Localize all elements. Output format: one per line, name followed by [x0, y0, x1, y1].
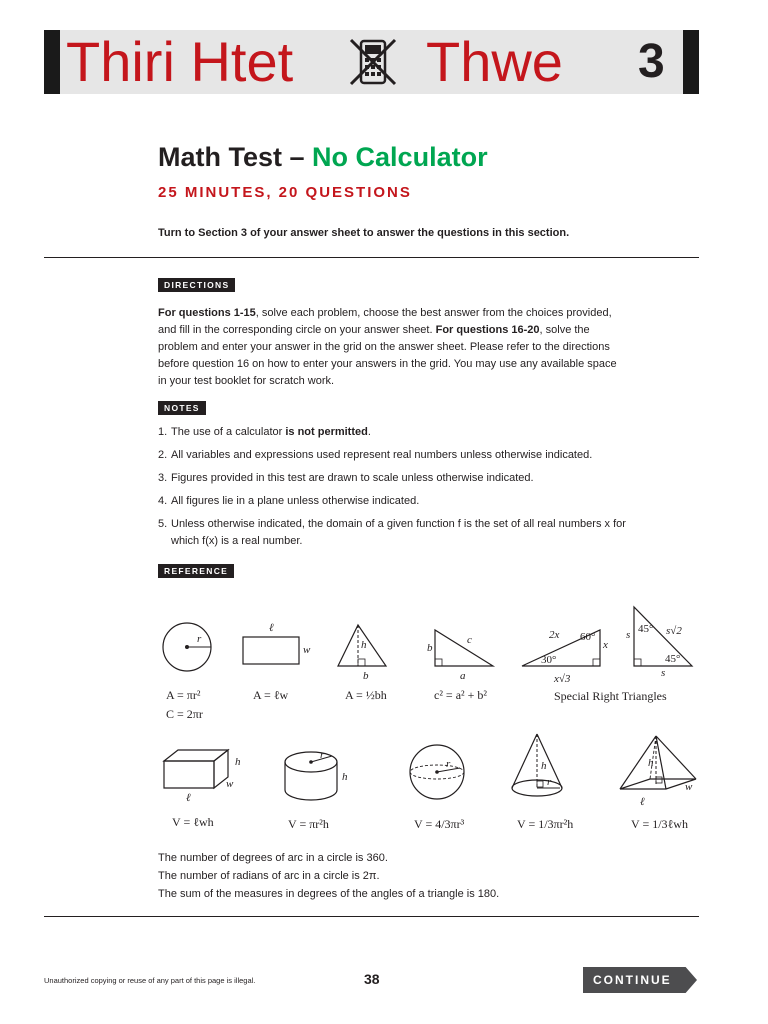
note-text: All figures lie in a plane unless otherwise indicated.	[171, 495, 420, 507]
pyramid-l-label: ℓ	[640, 796, 645, 808]
triangle-base-label: b	[363, 670, 369, 682]
box-w-label: w	[226, 778, 234, 790]
reference-tag: REFERENCE	[158, 564, 234, 578]
directions-text	[158, 305, 628, 390]
rectangle-figure	[243, 622, 311, 664]
rect-width-label: w	[303, 644, 311, 656]
header-name-first: Thiri Htet	[66, 30, 294, 93]
no-calculator-icon	[345, 36, 401, 88]
cylinder-h-label: h	[342, 771, 348, 783]
pyramid-w-label: w	[685, 781, 693, 793]
circle-area-formula: A = πr²	[166, 688, 201, 702]
right-tri-c-label: c	[467, 634, 472, 646]
header-name-last: Thwe	[426, 30, 563, 93]
cone-volume-formula: V = 1/3πr²h	[517, 817, 574, 831]
reference-facts	[158, 849, 499, 903]
circle-radius-label: r	[197, 633, 202, 645]
directions-q2-text: , solve the problem and enter your answer in the grid on the answer sheet. Please refer to the directions before question 16 on how to enter your answers in the grid. You may use any available space in your test booklet for scratch work.	[158, 324, 617, 387]
note-text: Unless otherwise indicated, the domain of a given function f is the set of all real numbers x for which f(x) is a real number.	[171, 518, 626, 547]
header-right-bar	[683, 30, 699, 94]
rectangle-area-formula: A = ℓw	[253, 688, 289, 702]
notes-list	[158, 424, 638, 556]
page-number: 38	[364, 971, 380, 987]
directions-q1-text: , solve each problem, choose the best answer from the choices provided, and fill in the corresponding circle on your answer sheet.	[158, 307, 612, 336]
divider-top	[44, 257, 699, 258]
right-tri-a-label: a	[460, 670, 466, 682]
continue-label: CONTINUE	[593, 973, 672, 987]
sphere-r-label: r	[446, 758, 451, 770]
note-item	[158, 493, 638, 510]
pythagorean-formula: c² = a² + b²	[434, 688, 487, 702]
angle-45-top-label: 45°	[638, 623, 654, 635]
box-l-label: ℓ	[186, 792, 191, 804]
note-item	[158, 424, 638, 441]
angle-60-label: 60°	[580, 631, 596, 643]
right-triangle-figure	[427, 630, 493, 682]
answer-sheet-instruction: Turn to Section 3 of your answer sheet to answer the questions in this section.	[158, 227, 570, 239]
hyp-s-root2-label: s√2	[666, 625, 682, 637]
fact-degrees: The number of degrees of arc in a circle is 360.	[158, 852, 388, 864]
note-text-end: .	[367, 426, 371, 438]
note-number: 3.	[158, 472, 168, 484]
angle-30-label: 30°	[541, 654, 557, 666]
circle-figure	[163, 623, 211, 671]
leg-s-label: s	[626, 629, 631, 641]
cylinder-figure	[285, 749, 348, 800]
directions-q2-range: For questions 16-20	[435, 324, 540, 336]
triangle-height-label: h	[361, 639, 367, 651]
cone-h-label: h	[541, 760, 547, 772]
reference-figures	[150, 600, 710, 840]
note-bold-part: is not permitted	[285, 426, 368, 438]
triangle-30-60-90-figure	[522, 629, 608, 685]
sphere-volume-formula: V = 4/3πr³	[414, 817, 465, 831]
box-h-label: h	[235, 756, 241, 768]
triangle-figure	[338, 625, 386, 682]
triangle-45-45-90-figure	[626, 607, 692, 679]
title-main: Math Test –	[158, 142, 305, 172]
note-number: 1.	[158, 426, 168, 438]
pyramid-figure	[620, 736, 696, 808]
page-title	[158, 142, 488, 173]
right-tri-b-label: b	[427, 642, 433, 654]
directions-q1-range: For questions 1-15	[158, 307, 256, 319]
fact-radians: The number of radians of arc in a circle is 2π.	[158, 870, 380, 882]
copyright-notice: Unauthorized copying or reuse of any part of this page is illegal.	[44, 976, 256, 985]
circle-circumference-formula: C = 2πr	[166, 707, 203, 721]
cylinder-volume-formula: V = πr²h	[288, 817, 329, 831]
note-number: 2.	[158, 449, 168, 461]
rect-length-label: ℓ	[269, 622, 274, 634]
fact-triangle-sum: The sum of the measures in degrees of the angles of a triangle is 180.	[158, 888, 500, 900]
cone-figure	[512, 734, 562, 796]
hyp-2x-label: 2x	[549, 629, 560, 641]
note-item	[158, 447, 638, 464]
cylinder-r-label: r	[320, 749, 325, 761]
angle-45-bottom-label: 45°	[665, 653, 681, 665]
triangle-area-formula: A = ½bh	[345, 688, 387, 702]
side-x-root3-label: x√3	[554, 673, 571, 685]
note-number: 4.	[158, 495, 168, 507]
side-x-label: x	[603, 639, 608, 651]
note-text: Figures provided in this test are drawn to scale unless otherwise indicated.	[171, 472, 534, 484]
notes-tag: NOTES	[158, 401, 206, 415]
note-number: 5.	[158, 518, 168, 530]
divider-bottom	[44, 916, 699, 917]
note-item	[158, 516, 638, 550]
time-and-questions: 25 MINUTES, 20 QUESTIONS	[158, 184, 412, 201]
note-text	[171, 424, 638, 441]
rectangular-box-figure	[164, 750, 241, 804]
sphere-figure	[410, 745, 464, 799]
special-right-triangles-caption: Special Right Triangles	[554, 689, 667, 703]
directions-tag: DIRECTIONS	[158, 278, 235, 292]
box-volume-formula: V = ℓwh	[172, 815, 214, 829]
note-item	[158, 470, 638, 487]
cone-r-label: r	[547, 776, 552, 788]
header-left-bar	[44, 30, 60, 94]
note-text: All variables and expressions used represent real numbers unless otherwise indicated.	[171, 449, 593, 461]
pyramid-volume-formula: V = 1/3ℓwh	[631, 817, 688, 831]
title-highlight: No Calculator	[312, 142, 488, 172]
leg-s-bottom-label: s	[661, 667, 666, 679]
section-number: 3	[638, 35, 665, 88]
note-text-part: The use of a calculator	[171, 426, 286, 438]
pyramid-h-label: h	[648, 757, 654, 769]
